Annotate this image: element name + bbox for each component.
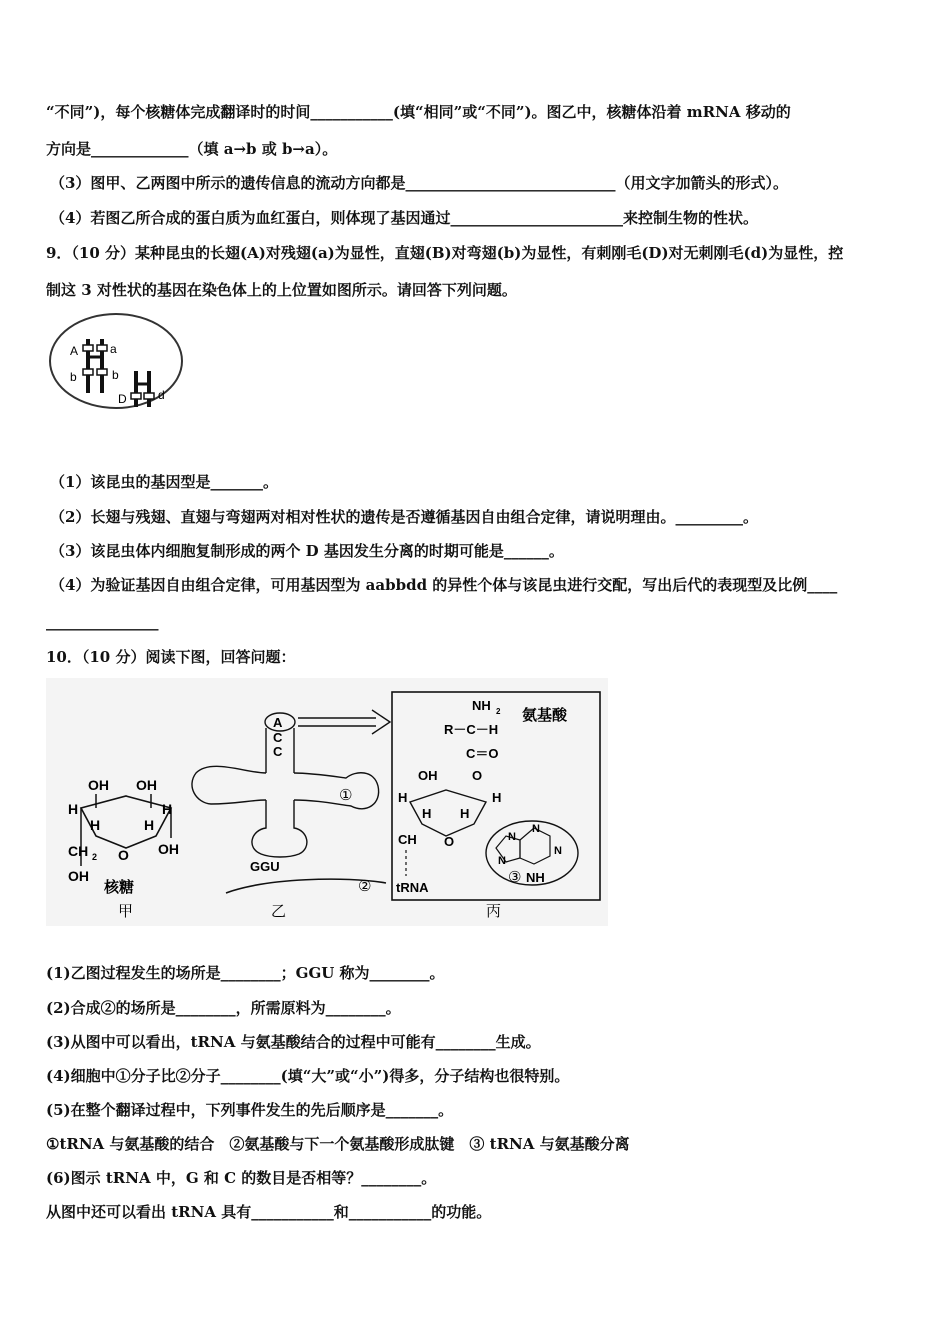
q8-sub3: （3）图甲、乙两图中所示的遗传信息的流动方向都是____________________________（用文字加箭头的形式）。: [50, 174, 788, 192]
figure-label-yi: 乙: [271, 903, 287, 920]
svg-text:O: O: [118, 847, 129, 863]
figure-label-bing: 丙: [486, 903, 502, 920]
svg-text:H: H: [162, 801, 173, 817]
svg-text:OH: OH: [68, 868, 89, 884]
svg-text:C: C: [273, 744, 283, 759]
marker-1: ①: [339, 787, 353, 804]
figure-label-jia: 甲: [118, 903, 134, 920]
q10-sub1: (1)乙图过程发生的场所是________；GGU 称为________。: [46, 964, 445, 982]
q9-sub4-continuation: _______________: [46, 613, 159, 631]
svg-text:H: H: [460, 806, 470, 821]
svg-text:N: N: [498, 855, 506, 867]
q10-sub5-options: ①tRNA 与氨基酸的结合 ②氨基酸与下一个氨基酸形成肽键 ③ tRNA 与氨基酸分离: [46, 1135, 630, 1153]
q8-line2: 方向是_____________（填 a→b 或 b→a）。: [46, 140, 338, 158]
q10-final: 从图中还可以看出 tRNA 具有___________和___________的功能。: [46, 1203, 492, 1221]
svg-text:H: H: [68, 801, 79, 817]
svg-text:H: H: [422, 806, 432, 821]
gene-label-d: d: [158, 388, 165, 402]
q9-stem-line1: 9．（10 分）某种昆虫的长翅(A)对残翅(a)为显性，直翅(B)对弯翅(b)为显性，有刺刚毛(D)对无刺刚毛(d)为显性，控: [46, 244, 844, 262]
trna-figure: [46, 678, 608, 926]
svg-text:OH: OH: [88, 777, 109, 793]
q10-title: 10．（10 分）阅读下图，回答问题：: [46, 648, 296, 666]
svg-text:H: H: [144, 817, 155, 833]
q8-sub4: （4）若图乙所合成的蛋白质为血红蛋白，则体现了基因通过_______________________来控制生物的性状。: [50, 209, 758, 227]
marker-2: ②: [358, 878, 372, 895]
svg-text:N: N: [532, 823, 540, 835]
svg-text:OH: OH: [136, 777, 157, 793]
svg-text:tRNA: tRNA: [396, 880, 429, 895]
q10-sub2: (2)合成②的场所是________，所需原料为________。: [46, 999, 401, 1017]
gene-label-b-left: b: [70, 370, 77, 384]
svg-text:H: H: [398, 790, 408, 805]
svg-text:A: A: [273, 715, 283, 730]
svg-text:C: C: [273, 730, 283, 745]
q10-sub6: (6)图示 tRNA 中，G 和 C 的数目是否相等？________。: [46, 1169, 437, 1187]
svg-text:R－C－H: R－C－H: [444, 722, 499, 737]
q9-sub1: （1）该昆虫的基因型是_______。: [50, 473, 278, 491]
svg-text:氨基酸: 氨基酸: [522, 707, 568, 724]
svg-text:N: N: [508, 831, 516, 843]
q8-line1: “不同”)，每个核糖体完成翻译时的时间___________(填“相同”或“不同”)。图乙中，核糖体沿着 mRNA 移动的: [46, 103, 791, 121]
svg-text:NH: NH: [472, 698, 491, 713]
svg-text:2: 2: [496, 707, 501, 716]
q9-sub4: （4）为验证基因自由组合定律，可用基因型为 aabbdd 的异性个体与该昆虫进行交配，写出后代的表现型及比例____: [50, 576, 838, 594]
svg-text:2: 2: [92, 852, 98, 862]
q9-sub3: （3）该昆虫体内细胞复制形成的两个 D 基因发生分离的时期可能是______。: [50, 542, 564, 560]
svg-text:O: O: [444, 834, 455, 849]
gene-label-a: a: [110, 342, 117, 356]
marker-3: ③: [508, 869, 522, 886]
gene-label-b-right: b: [112, 368, 119, 382]
svg-text:核糖: 核糖: [104, 879, 135, 896]
q9-sub2: （2）长翅与残翅、直翅与弯翅两对相对性状的遗传是否遵循基因自由组合定律，请说明理由。_________。: [50, 508, 758, 526]
svg-text:NH: NH: [526, 870, 545, 885]
svg-text:N: N: [554, 845, 562, 857]
svg-text:H: H: [492, 790, 502, 805]
gene-label-D: D: [118, 392, 127, 406]
anticodon-label: GGU: [250, 859, 280, 874]
gene-label-A: A: [70, 344, 79, 358]
svg-text:O: O: [472, 768, 483, 783]
q9-stem-line2: 制这 3 对性状的基因在染色体上的上位置如图所示。请回答下列问题。: [46, 281, 517, 299]
q10-sub3: (3)从图中可以看出，tRNA 与氨基酸结合的过程中可能有________生成。: [46, 1033, 541, 1051]
q10-sub4: (4)细胞中①分子比②分子________(填“大”或“小”)得多，分子结构也很特别。: [46, 1067, 570, 1085]
svg-text:CH: CH: [398, 832, 417, 847]
svg-text:C＝O: C＝O: [466, 746, 499, 761]
svg-text:CH: CH: [68, 843, 89, 859]
svg-text:H: H: [90, 817, 101, 833]
chromosome-figure: [46, 311, 186, 411]
q10-sub5: (5)在整个翻译过程中，下列事件发生的先后顺序是_______。: [46, 1101, 454, 1119]
svg-text:OH: OH: [158, 841, 179, 857]
svg-text:OH: OH: [418, 768, 438, 783]
